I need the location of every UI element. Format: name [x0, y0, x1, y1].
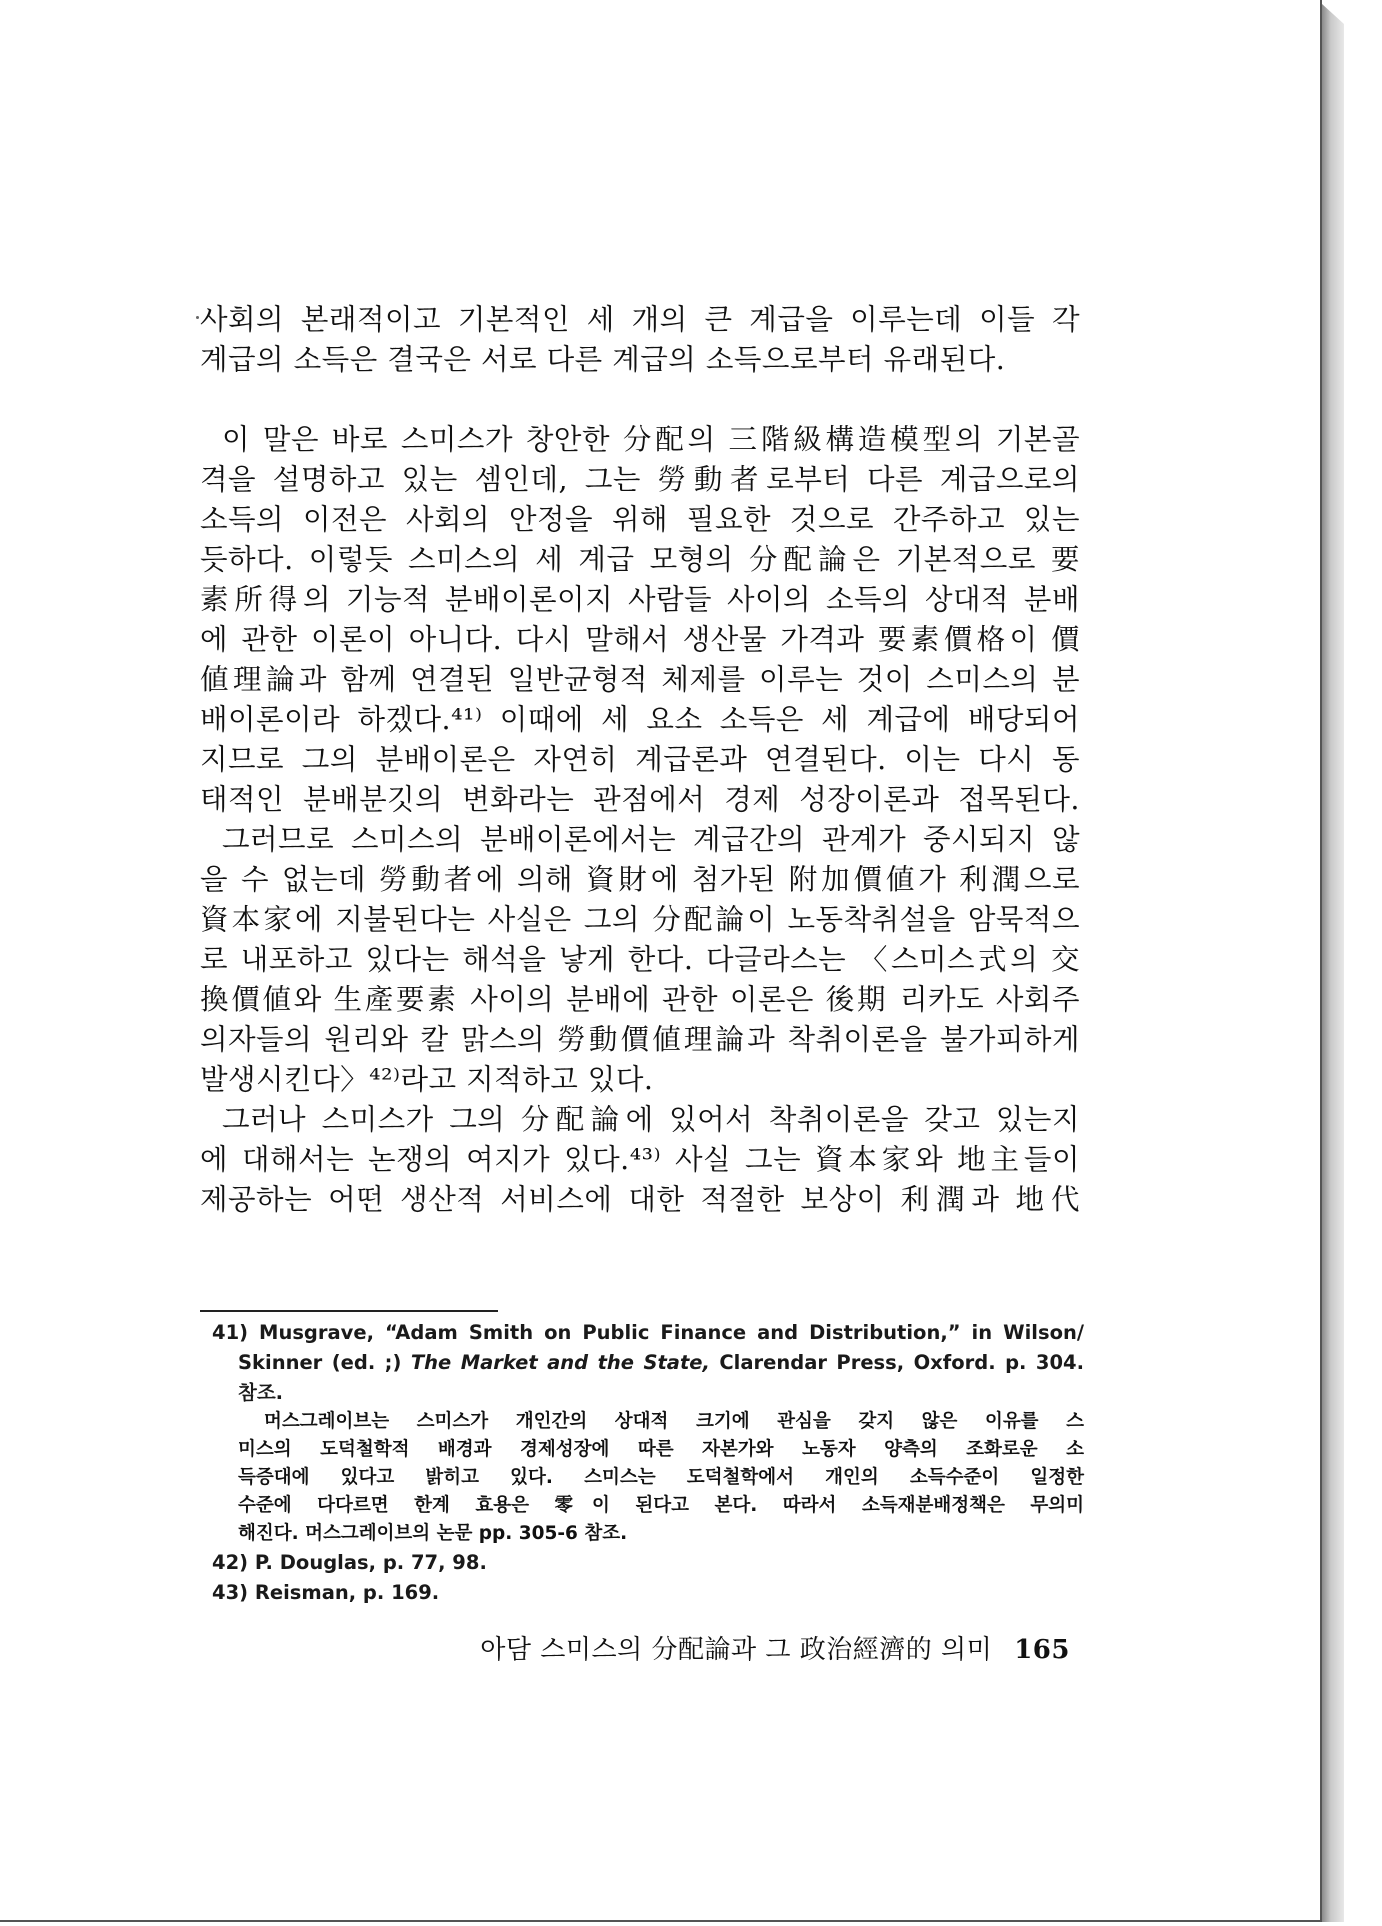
footnote-41-note: 해진다. 머스그레이브의 논문 pp. 305-6 참조.: [238, 1523, 628, 1544]
body-line: 에 대해서는 논쟁의 여지가 있다.⁴³⁾ 사실 그는 資本家와 地主들이: [200, 1143, 1080, 1176]
footnote-41-note: 수준에 다다르면 한계 효용은 零이 된다고 본다. 따라서 소득재분배정책은 무의미: [238, 1495, 1084, 1516]
paragraph-first-line: 그러므로 스미스의 분배이론에서는 계급간의 관계가 중시되지 않: [222, 823, 1080, 856]
footnote-41-note: 미스의 도덕철학적 배경과 경제성장에 따른 자본가와 노동자 양측의 조화로운 소: [238, 1439, 1084, 1460]
page-number: 165: [1014, 1635, 1070, 1665]
footnote-rule: [200, 1310, 498, 1312]
footnote-41-note: 득증대에 있다고 밝히고 있다. 스미스는 도덕철학에서 개인의 소득수준이 일정한: [238, 1467, 1084, 1488]
footnote-41-citation: Skinner (ed. ;) The Market and the State, Clarendar Press, Oxford. p. 304.: [238, 1351, 1084, 1374]
body-line: 지므로 그의 분배이론은 자연히 계급론과 연결된다. 이는 다시 동: [200, 743, 1080, 776]
running-title: 아담 스미스의 分配論과 그 政治經濟的 의미: [480, 1635, 993, 1665]
body-line: 제공하는 어떤 생산적 서비스에 대한 적절한 보상이 利潤과 地代: [200, 1183, 1080, 1216]
body-line: 의자들의 원리와 칼 맑스의 勞動價値理論과 착취이론을 불가피하게: [200, 1023, 1080, 1056]
body-line: 換價値와 生產要素 사이의 분배에 관한 이론은 後期 리카도 사회주: [200, 983, 1080, 1016]
body-line: 발생시킨다〉⁴²⁾라고 지적하고 있다.: [200, 1063, 654, 1096]
footnote-43: 43) Reisman, p. 169.: [212, 1581, 440, 1604]
book-title: The Market and the State,: [410, 1351, 710, 1374]
footnote-41: 41) Musgrave, “Adam Smith on Public Finance and Distribution,” in Wilson/: [212, 1321, 1084, 1344]
paragraph-first-line: 이 말은 바로 스미스가 창안한 分配의 三階級構造模型의 기본골: [222, 423, 1080, 456]
body-line: 資本家에 지불된다는 사실은 그의 分配論이 노동착취설을 암묵적으: [200, 903, 1080, 936]
main-text: [200, 300, 1080, 1220]
scan-speck: [196, 316, 199, 319]
body-line: 素所得의 기능적 분배이론이지 사람들 사이의 소득의 상대적 분배: [200, 583, 1080, 616]
body-line: 계급의 소득은 결국은 서로 다른 계급의 소득으로부터 유래된다.: [200, 343, 1006, 376]
page-stack-edge: [1322, 4, 1344, 1922]
paragraph-first-line: 그러나 스미스가 그의 分配論에 있어서 착취이론을 갖고 있는지: [222, 1103, 1080, 1136]
footnote-41-note: 머스그레이브는 스미스가 개인간의 상대적 크기에 관심을 갖지 않은 이유를 스: [264, 1411, 1084, 1432]
footnotes: [212, 1318, 1084, 1608]
footnote-41-ref: 참조.: [238, 1381, 284, 1404]
footnote-42: 42) P. Douglas, p. 77, 98.: [212, 1551, 487, 1574]
body-line: 사회의 본래적이고 기본적인 세 개의 큰 계급을 이루는데 이들 각: [200, 303, 1080, 336]
body-line: 배이론이라 하겠다.⁴¹⁾ 이때에 세 요소 소득은 세 계급에 배당되어: [200, 703, 1080, 736]
body-line: 듯하다. 이렇듯 스미스의 세 계급 모형의 分配論은 기본적으로 要: [200, 543, 1080, 576]
running-footer: [470, 1632, 1070, 1668]
body-line: 에 관한 이론이 아니다. 다시 말해서 생산물 가격과 要素價格이 價: [200, 623, 1080, 656]
body-line: 태적인 분배분깃의 변화라는 관점에서 경제 성장이론과 접목된다.: [200, 783, 1080, 816]
body-line: 격을 설명하고 있는 셈인데, 그는 勞動者로부터 다른 계급으로의: [200, 463, 1080, 496]
body-line: 소득의 이전은 사회의 안정을 위해 필요한 것으로 간주하고 있는: [200, 503, 1080, 536]
body-line: 로 내포하고 있다는 해석을 낳게 한다. 다글라스는 〈스미스式의 交: [200, 943, 1080, 976]
body-line: 을 수 없는데 勞動者에 의해 資財에 첨가된 附加價値가 利潤으로: [200, 863, 1080, 896]
body-line: 値理論과 함께 연결된 일반균형적 체제를 이루는 것이 스미스의 분: [200, 663, 1080, 696]
